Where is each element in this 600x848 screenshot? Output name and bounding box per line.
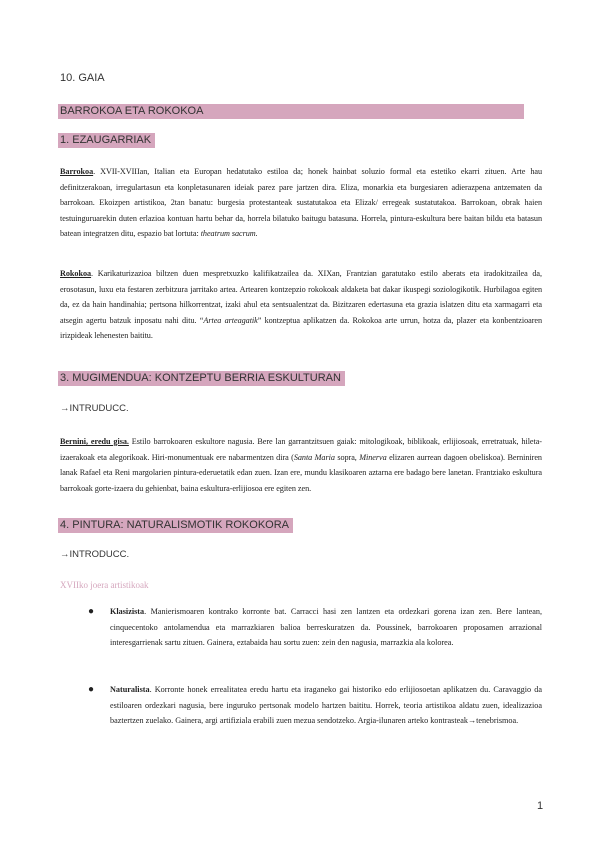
bernini-text-2: sopra, [334,452,360,462]
page-number: 1 [537,800,544,812]
naturalista-text: . Korronte honek errealitatea eredu hartu eta iraganeko gai historiko edo erlijiosoetan aplikatzen du. Caravaggio da estiloaren ordezkari nagusia, bere inguruko pertsonak modelo hartzen baititu. Horrek, teoria artistikoa aldatu zuen, idealizazioa baztertzen zuelako. Gainera, argi artifiziala erabili zuen mezua sendotzeko. Argia-ilunaren arteko kontrasteak→tenebrismoa. [110,685,542,726]
paragraph-rokokoa [60,266,542,344]
bullet-dot-2: ● [88,684,95,695]
bernini-text-3: elizaren aurrean dagoen obeliskoa). Berniniren lanak Rafael eta Reni margolarien pintura-ederuetatik edan zuen. Izan ere, mundu klasikoaren aztarna ere badago bere lanetan. Frantziako eskultura barrokoak gorte-izaera du gehienbat, baina eskultura-erlijiosoa ere egiten zen. [60,452,542,493]
intro-3-label: →INTRUDUCC. [60,403,129,414]
subheading-trends: XVIIko joera artistikoak [60,580,149,590]
intro-4-label: →INTRODUCC. [60,549,130,560]
rokokoa-text-1: . Karikaturizazioa biltzen duen mespretxuzko kalifikatzailea da. XIXan, Frantzian garatutako estilo aberats eta iradokitzailea da, erosotasun, luxu eta festaren zerbitzura jarritako artea. Artearen kontzepzio rokokoak aldaketa bat dakar ikuspegi soziologikotik. Hurbilagoa egiten da, ez da hain handinahia; pertsona hilkorrentzat, izaki ahul eta sentsualentzat da. Bizitzaren edertasuna eta grazia islatzen ditu eta xarmagarri eta atsegin agertu batzuk inposatu nahi ditu. “ [60,269,542,325]
section-3-heading: 3. MUGIMENDUA: KONTZEPTU BERRIA ESKULTURAN [58,371,345,386]
barrokoa-text: . XVII-XVIIIan, Italian eta Europan hedatutako estiloa da; honek hainbat soluzio formal eta estetiko ekarri zituen. Arte hau definitzerakoan, irregulartasun eta konpletasunaren ideiak parez pare jartzen dira. Eliza, monarkia eta burgesiaren adierazpena antzematen da barrokoan. Ekoizpen artistikoa, 2tan banatu: burgesia protestanteak sustatutakoa eta Elizak/ erregeak sustatutakoa. Barrokoan, obrak haien testuinguruarekin duten erlazioa kontuan hartu behar da, horrela bilatuko baitugu batasuna. Horrela, pintura-eskultura bere baitan bildu eta batasun batean integratzen ditu, espazio bat lortuta: [60,167,542,239]
bernini-italic-2: Minerva [359,452,387,462]
term-barrokoa: Barrokoa [60,167,94,176]
bullet-dot-1: ● [88,606,95,617]
bernini-italic-1: Santa Maria [293,452,335,462]
rokokoa-italic: Artea arteagatik [203,315,258,325]
section-1-heading: 1. EZAUGARRIAK [58,133,155,148]
paragraph-barrokoa [60,164,542,242]
klasizista-text: . Manierismoaren kontrako korronte bat. Carracci hasi zen lantzen eta ordezkari gorena izan zen. Bere lantean, cinquecentoko antolamendua eta marrazkiaren balioa berreskuratzen da. Poussinek, barrokoaren proposamen arrazional interesgarrienak sartu zituen. Gainera, eztabaida hau sortu zuen: zein den nagusia, marrazkia ala kolorea. [110,607,542,648]
bernini-text-1: Estilo barrokoaren eskultore nagusia. Bere lan garrantzitsuen gaiak: mitologikoak, biblikoak, erlijiosoak, erretratuak, hileta-izaerakoak eta alegorikoak. Hiri-monumentuak ere nabarmentzen dira ( [60,437,542,462]
term-naturalista: Naturalista [110,685,150,694]
paragraph-bernini [60,434,542,496]
barrokoa-italic: theatrum sacrum. [200,229,258,239]
rokokoa-text-2: ” kontzeptua aplikatzen da. Rokokoa arte urrun, hotza da, plazer eta konbentzioaren irizpideak lehenesten baititu. [60,315,543,341]
bullet-naturalista [110,682,542,729]
term-rokokoa: Rokokoa [60,269,92,278]
term-bernini: Bernini, eredu gisa. [60,437,129,446]
term-klasizista: Klasizista [110,607,145,616]
title-bar: BARROKOA ETA ROKOKOA [58,104,524,119]
bullet-klasizista [110,604,542,651]
chapter-label: 10. GAIA [60,72,105,84]
section-4-heading: 4. PINTURA: NATURALISMOTIK ROKOKORA [58,518,293,533]
